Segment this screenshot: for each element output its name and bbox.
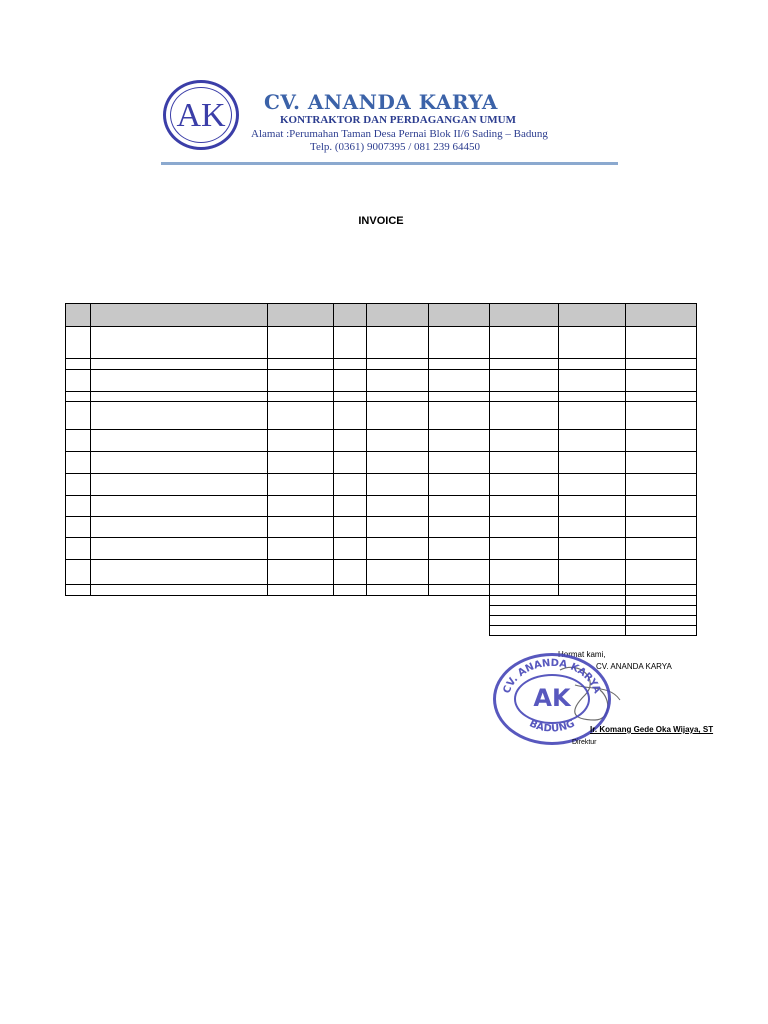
invoice-title: INVOICE: [358, 215, 404, 227]
totals-row: [490, 626, 697, 636]
table-row: [66, 392, 697, 402]
table-header-row: [66, 304, 697, 327]
table-row: [66, 402, 697, 430]
stamp-center-text: AK: [533, 684, 571, 712]
table-row: [66, 517, 697, 538]
totals-table: [489, 595, 697, 636]
totals-row: [490, 616, 697, 626]
table-row: [66, 370, 697, 392]
header-cell: [334, 304, 367, 327]
header-cell: [91, 304, 268, 327]
company-logo: [163, 80, 239, 150]
totals-row: [490, 606, 697, 616]
table-row: [66, 452, 697, 474]
signatory-role: Direktur: [572, 739, 597, 746]
signatory-name: Ir. Komang Gede Oka Wijaya, ST: [590, 725, 714, 734]
table-row: [66, 327, 697, 359]
table-row: [66, 538, 697, 560]
header-divider: [161, 162, 618, 165]
logo-text: AK: [176, 97, 226, 134]
signature-greeting: Hormat kami,: [558, 650, 606, 659]
header-cell: [367, 304, 429, 327]
table-row: [66, 496, 697, 517]
signature-company: CV. ANANDA KARYA: [596, 662, 672, 671]
table-row: [66, 560, 697, 585]
header-cell: [268, 304, 334, 327]
svg-text:CV. ANANDA KARYA: CV. ANANDA KARYA: [501, 657, 603, 696]
company-subtitle: KONTRAKTOR DAN PERDAGANGAN UMUM: [280, 114, 516, 126]
invoice-table: [65, 303, 697, 596]
header-cell: [490, 304, 559, 327]
company-name: CV. ANANDA KARYA: [264, 90, 498, 114]
table-row: [66, 474, 697, 496]
header-cell: [626, 304, 697, 327]
header-cell: [66, 304, 91, 327]
table-row: [66, 585, 697, 596]
svg-text:BADUNG: BADUNG: [527, 718, 577, 735]
totals-row: [490, 596, 697, 606]
company-telephone: Telp. (0361) 9007395 / 081 239 64450: [310, 141, 481, 153]
header-cell: [429, 304, 490, 327]
table-row: [66, 359, 697, 370]
header-cell: [559, 304, 626, 327]
table-row: [66, 430, 697, 452]
company-address: Alamat :Perumahan Taman Desa Pernai Blok II/6 Sading – Badung: [251, 128, 548, 140]
